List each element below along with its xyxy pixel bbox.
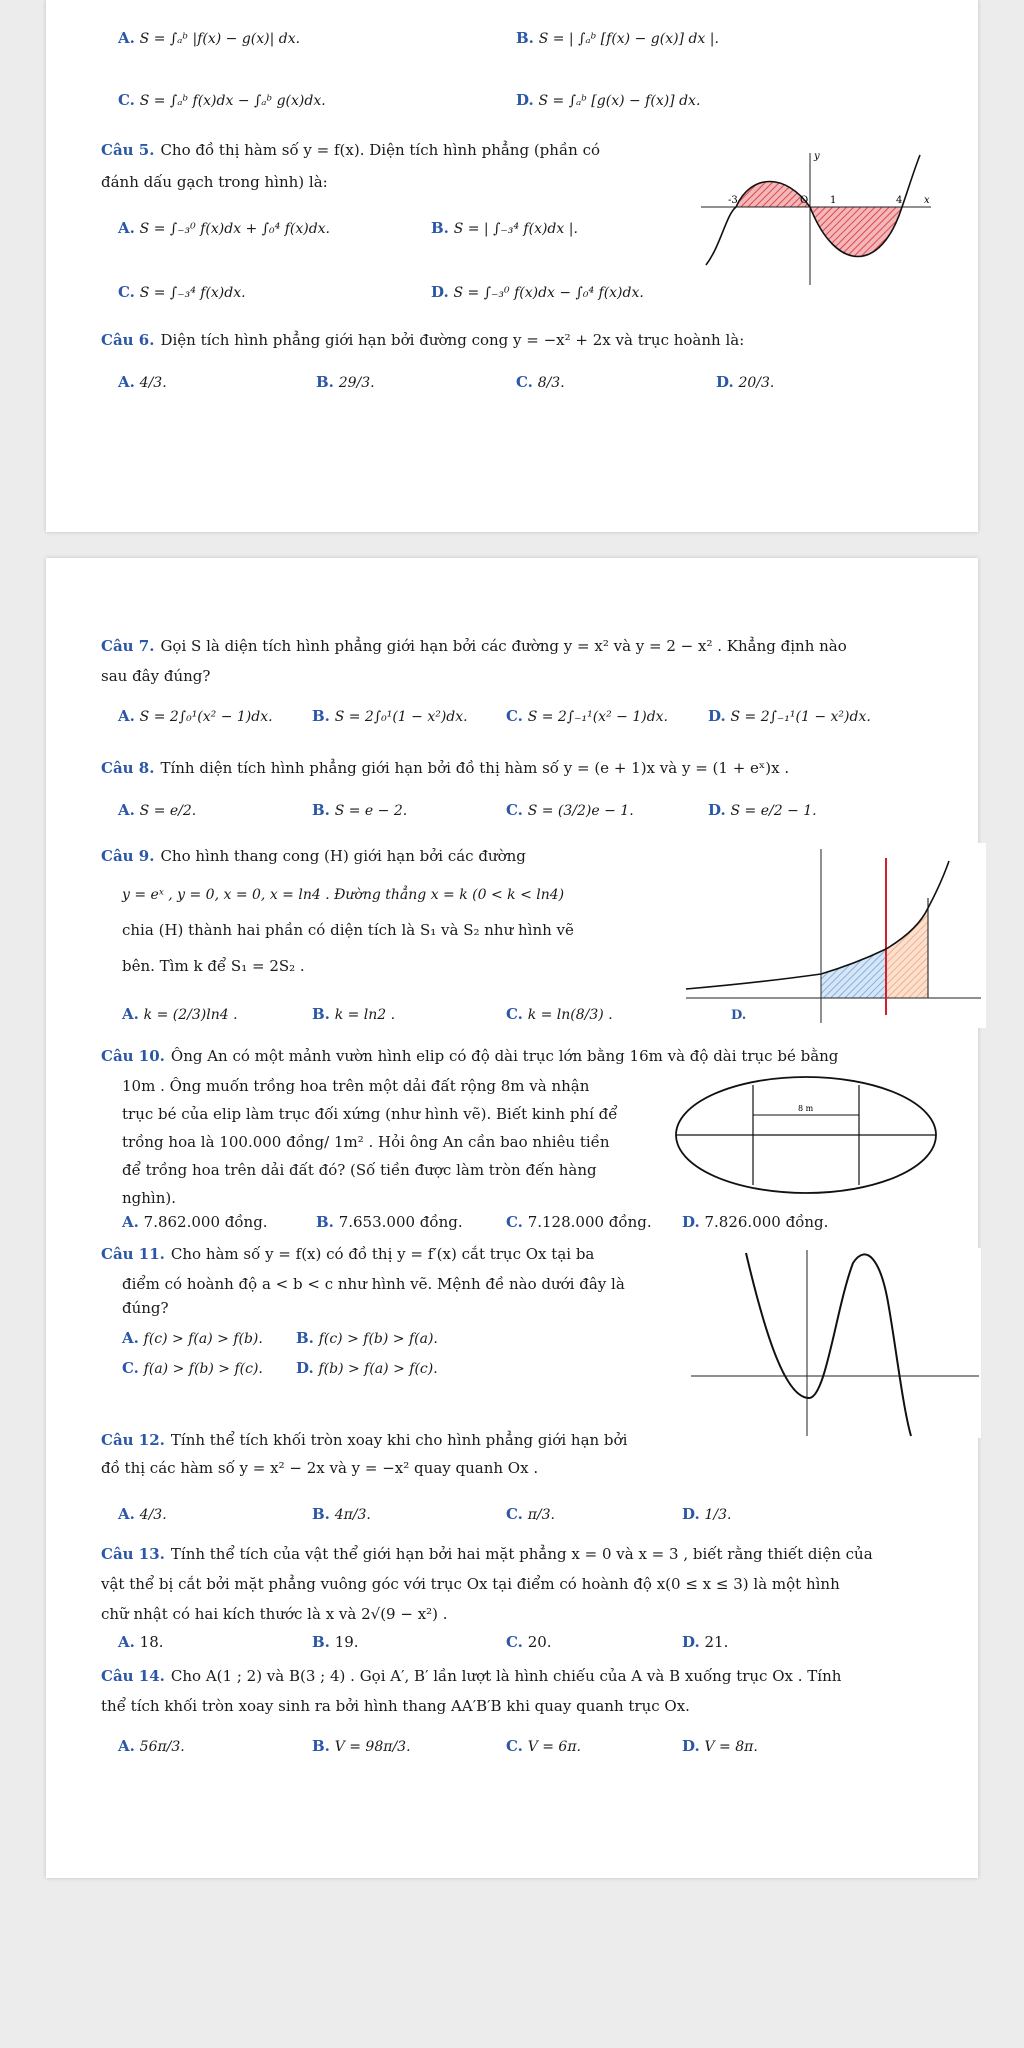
q7-option-a[interactable]: A. S = 2∫₀¹(x² − 1)dx.: [118, 707, 273, 725]
q9-text-2: y = eˣ , y = 0, x = 0, x = ln4 . Đường thẳng x = k (0 < k < ln4): [122, 887, 565, 903]
q10-option-c[interactable]: C. 7.128.000 đồng.: [506, 1213, 652, 1231]
q12-text: Câu 12. Tính thể tích khối tròn xoay khi cho hình phẳng giới hạn bởi: [101, 1431, 628, 1449]
q11-option-b[interactable]: B. f(c) > f(b) > f(a).: [296, 1329, 438, 1347]
q12-option-d[interactable]: D. 1/3.: [682, 1505, 732, 1523]
q11-graph: [691, 1248, 981, 1438]
q11-option-a[interactable]: A. f(c) > f(a) > f(b).: [122, 1329, 263, 1347]
q10-text-4: trồng hoa là 100.000 đồng/ 1m² . Hỏi ông An cần bao nhiêu tiền: [122, 1133, 610, 1151]
q5-text-2: đánh dấu gạch trong hình) là:: [101, 173, 328, 191]
page-1: [46, 0, 978, 532]
q7-text: Câu 7. Gọi S là diện tích hình phẳng giới hạn bởi các đường y = x² và y = 2 − x² . Khẳng định nào: [101, 637, 847, 655]
q4-option-d[interactable]: D. S = ∫ₐᵇ [g(x) − f(x)] dx.: [516, 91, 701, 109]
q13-text-2: vật thể bị cắt bởi mặt phẳng vuông góc với trục Ox tại điểm có hoành độ x(0 ≤ x ≤ 3) là một hình: [101, 1575, 840, 1593]
q6-option-c[interactable]: C. 8/3.: [516, 373, 565, 391]
q5-option-a[interactable]: A. S = ∫₋₃⁰ f(x)dx + ∫₀⁴ f(x)dx.: [118, 219, 331, 237]
q10-ellipse-figure: [671, 1073, 941, 1198]
q13-option-b[interactable]: B. 19.: [312, 1633, 359, 1651]
q9-text-3: chia (H) thành hai phần có diện tích là S₁ và S₂ như hình vẽ: [122, 921, 574, 939]
svg-text:8 m: 8 m: [798, 1104, 814, 1113]
q9-text-4: bên. Tìm k để S₁ = 2S₂ .: [122, 957, 305, 975]
q9-option-d[interactable]: D.: [731, 1008, 747, 1023]
q10-text-6: nghìn).: [122, 1189, 177, 1207]
q5-option-c[interactable]: C. S = ∫₋₃⁴ f(x)dx.: [118, 283, 246, 301]
q13-option-d[interactable]: D. 21.: [682, 1633, 729, 1651]
q13-option-a[interactable]: A. 18.: [118, 1633, 164, 1651]
q4-option-b[interactable]: B. S = | ∫ₐᵇ [f(x) − g(x)] dx |.: [516, 29, 719, 47]
q10-text-5: để trồng hoa trên dải đất đó? (Số tiền được làm tròn đến hàng: [122, 1161, 597, 1179]
q10-text-3: trục bé của elip làm trục đối xứng (như hình vẽ). Biết kinh phí để: [122, 1105, 618, 1123]
q11-text-3: đúng?: [122, 1299, 169, 1317]
q8-option-d[interactable]: D. S = e/2 − 1.: [708, 801, 817, 819]
svg-text:4: 4: [896, 195, 903, 206]
q7-option-d[interactable]: D. S = 2∫₋₁¹(1 − x²)dx.: [708, 707, 871, 725]
q6-option-b[interactable]: B. 29/3.: [316, 373, 375, 391]
q9-graph: [681, 843, 986, 1028]
q8-option-c[interactable]: C. S = (3/2)e − 1.: [506, 801, 634, 819]
svg-text:O: O: [800, 195, 809, 206]
q9-option-a[interactable]: A. k = (2/3)ln4 .: [122, 1005, 238, 1023]
q14-option-c[interactable]: C. V = 6π.: [506, 1737, 581, 1755]
svg-text:y: y: [814, 151, 820, 162]
q12-option-c[interactable]: C. π/3.: [506, 1505, 555, 1523]
q6-option-a[interactable]: A. 4/3.: [118, 373, 167, 391]
q11-option-d[interactable]: D. f(b) > f(a) > f(c).: [296, 1359, 438, 1377]
q13-option-c[interactable]: C. 20.: [506, 1633, 552, 1651]
q14-option-d[interactable]: D. V = 8π.: [682, 1737, 758, 1755]
q7-option-c[interactable]: C. S = 2∫₋₁¹(x² − 1)dx.: [506, 707, 669, 725]
svg-text:1: 1: [830, 195, 837, 206]
q7-text-2: sau đây đúng?: [101, 667, 211, 685]
q10-option-d[interactable]: D. 7.826.000 đồng.: [682, 1213, 829, 1231]
svg-text:x: x: [924, 195, 930, 206]
q12-option-a[interactable]: A. 4/3.: [118, 1505, 167, 1523]
q11-text: Câu 11. Cho hàm số y = f(x) có đồ thị y = f′(x) cắt trục Ox tại ba: [101, 1245, 595, 1263]
q14-option-b[interactable]: B. V = 98π/3.: [312, 1737, 411, 1755]
q14-option-a[interactable]: A. 56π/3.: [118, 1737, 185, 1755]
q13-text: Câu 13. Tính thể tích của vật thể giới hạn bởi hai mặt phẳng x = 0 và x = 3 , biết rằng thiết diện của: [101, 1545, 873, 1563]
q14-text: Câu 14. Cho A(1 ; 2) và B(3 ; 4) . Gọi A′, B′ lần lượt là hình chiếu của A và B xuống trục Ox . Tính: [101, 1667, 842, 1685]
q10-text: Câu 10. Ông An có một mảnh vườn hình elip có độ dài trục lớn bằng 16m và độ dài trục bé bằng: [101, 1047, 839, 1065]
q5-option-d[interactable]: D. S = ∫₋₃⁰ f(x)dx − ∫₀⁴ f(x)dx.: [431, 283, 644, 301]
q11-text-2: điểm có hoành độ a < b < c như hình vẽ. Mệnh đề nào dưới đây là: [122, 1275, 625, 1293]
q4-option-c[interactable]: C. S = ∫ₐᵇ f(x)dx − ∫ₐᵇ g(x)dx.: [118, 91, 326, 109]
q9-option-c[interactable]: C. k = ln(8/3) .: [506, 1005, 613, 1023]
q9-text: Câu 9. Cho hình thang cong (H) giới hạn bởi các đường: [101, 847, 526, 865]
q11-option-c[interactable]: C. f(a) > f(b) > f(c).: [122, 1359, 263, 1377]
q13-text-3: chữ nhật có hai kích thước là x và 2√(9 − x²) .: [101, 1605, 448, 1623]
q5-text: Câu 5. Cho đồ thị hàm số y = f(x). Diện tích hình phẳng (phần có: [101, 141, 600, 159]
q6-text: Câu 6. Diện tích hình phẳng giới hạn bởi đường cong y = −x² + 2x và trục hoành là:: [101, 331, 745, 349]
q7-option-b[interactable]: B. S = 2∫₀¹(1 − x²)dx.: [312, 707, 468, 725]
q10-text-2: 10m . Ông muốn trồng hoa trên một dải đất rộng 8m và nhận: [122, 1077, 590, 1095]
q10-option-a[interactable]: A. 7.862.000 đồng.: [122, 1213, 268, 1231]
q5-option-b[interactable]: B. S = | ∫₋₃⁴ f(x)dx |.: [431, 219, 578, 237]
q4-option-a[interactable]: A. S = ∫ₐᵇ |f(x) − g(x)| dx.: [118, 29, 301, 47]
svg-text:-3: -3: [728, 195, 738, 206]
q6-option-d[interactable]: D. 20/3.: [716, 373, 775, 391]
q8-text: Câu 8. Tính diện tích hình phẳng giới hạn bởi đồ thị hàm số y = (e + 1)x và y = (1 + eˣ)x .: [101, 759, 790, 777]
q8-option-b[interactable]: B. S = e − 2.: [312, 801, 408, 819]
q12-text-2: đồ thị các hàm số y = x² − 2x và y = −x² quay quanh Ox .: [101, 1459, 539, 1477]
page-2: [46, 558, 978, 1878]
q14-text-2: thể tích khối tròn xoay sinh ra bởi hình thang AA′B′B khi quay quanh trục Ox.: [101, 1697, 690, 1715]
q8-option-a[interactable]: A. S = e/2.: [118, 801, 197, 819]
q10-option-b[interactable]: B. 7.653.000 đồng.: [316, 1213, 463, 1231]
q9-option-b[interactable]: B. k = ln2 .: [312, 1005, 396, 1023]
q12-option-b[interactable]: B. 4π/3.: [312, 1505, 371, 1523]
q5-graph: [696, 145, 936, 293]
